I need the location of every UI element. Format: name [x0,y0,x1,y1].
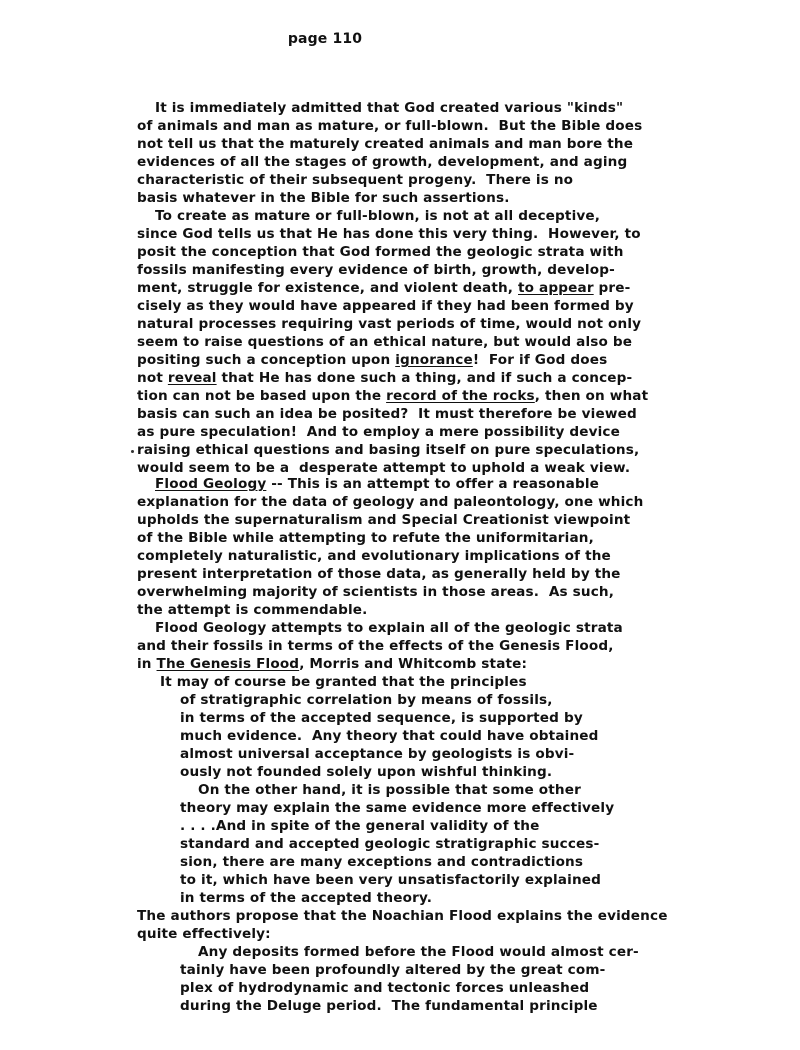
text-line [155,99,623,117]
text-segment: completely naturalistic, and evolutionary implications of the [137,548,611,564]
text-line [137,315,641,333]
text-segment: in terms of the accepted sequence, is supported by [180,710,583,726]
text-segment: of the Bible while attempting to refute the uniformitarian, [137,530,594,546]
underlined-text: reveal [167,370,217,386]
text-line [137,297,634,315]
text-line [137,601,367,619]
text-line [137,637,614,655]
text-line [137,423,620,441]
text-segment: basis can such an idea be posited? It must therefore be viewed [137,406,637,422]
text-segment: natural processes requiring vast periods of time, would not only [137,316,642,332]
text-segment: positing such a conception upon [137,352,396,368]
text-line [198,781,581,799]
text-line [180,961,605,979]
text-segment: Flood Geology attempts to explain all of the geologic strata [155,620,623,636]
text-segment: , then on what [534,388,649,404]
underlined-text: to appear [518,280,594,296]
text-line [180,691,553,709]
text-line [180,745,574,763]
text-segment: cisely as they would have appeared if they had been formed by [137,298,634,314]
text-segment: that He has done such a thing, and if such a concep- [216,370,633,386]
text-segment: quite effectively: [137,926,271,942]
text-line [137,547,611,565]
text-segment: posit the conception that God formed the geologic strata with [137,244,624,260]
underlined-text: ignorance [395,352,473,368]
text-segment: It may of course be granted that the principles [160,674,527,690]
text-line [198,943,639,961]
text-segment: overwhelming majority of scientists in those areas. As such, [137,584,615,600]
text-segment: standard and accepted geologic stratigraphic succes- [180,836,600,852]
text-segment: evidences of all the stages of growth, development, and aging [137,154,628,170]
text-line [137,529,594,547]
text-line [137,117,642,135]
text-segment: . . . .And in spite of the general validity of the [180,818,540,834]
text-segment: On the other hand, it is possible that some other [198,782,581,798]
text-segment: plex of hydrodynamic and tectonic forces unleashed [180,980,590,996]
text-line [155,619,623,637]
text-line [180,979,589,997]
text-segment: in [137,656,157,672]
text-line [137,369,632,387]
margin-mark [131,450,134,453]
text-line [137,261,615,279]
text-line [137,511,630,529]
text-line [137,655,527,673]
text-segment: tion can not be based upon the [137,388,387,404]
text-line [137,387,648,405]
text-line [137,907,668,925]
text-line [180,997,598,1015]
text-line [137,225,641,243]
text-segment: during the Deluge period. The fundamental principle [180,998,598,1014]
text-segment: sion, there are many exceptions and contradictions [180,854,584,870]
text-segment: almost universal acceptance by geologists is obvi- [180,746,575,762]
text-segment: of stratigraphic correlation by means of fossils, [180,692,553,708]
text-line [137,333,632,351]
text-segment: basis whatever in the Bible for such assertions. [137,190,510,206]
text-segment: pre- [593,280,631,296]
text-line [137,493,643,511]
text-segment: in terms of the accepted theory. [180,890,433,906]
text-line [137,135,633,153]
text-line [155,207,600,225]
text-segment: since God tells us that He has done this very thing. However, to [137,226,641,242]
text-line [137,405,637,423]
page-number: page 110 [287,31,363,47]
text-segment: of animals and man as mature, or full-blown. But the Bible does [137,118,643,134]
text-line [137,153,627,171]
text-segment: seem to raise questions of an ethical nature, but would also be [137,334,633,350]
text-segment: -- This is an attempt to offer a reasonable [266,476,600,492]
text-line [180,709,583,727]
text-line [137,441,639,459]
text-line [155,475,599,493]
text-segment: fossils manifesting every evidence of birth, growth, develop- [137,262,615,278]
text-segment: not [137,370,168,386]
text-segment: as pure speculation! And to employ a mere possibility device [137,424,621,440]
text-line [180,817,539,835]
underlined-text: Flood Geology [155,476,267,492]
underlined-text: The Genesis Flood [156,656,300,672]
text-line [137,189,510,207]
text-segment: It is immediately admitted that God created various "kinds" [155,100,624,116]
text-line [137,243,624,261]
text-segment: to it, which have been very unsatisfactorily explained [180,872,602,888]
text-segment: theory may explain the same evidence more effectively [180,800,615,816]
text-segment: the attempt is commendable. [137,602,368,618]
text-line [180,763,552,781]
text-line [180,889,432,907]
text-line [137,925,271,943]
text-segment: ! For if God does [472,352,608,368]
text-line [160,673,527,691]
text-line [137,351,607,369]
text-segment: Any deposits formed before the Flood would almost cer- [198,944,639,960]
text-line [180,727,599,745]
text-line [137,171,573,189]
text-segment: upholds the supernaturalism and Special Creationist viewpoint [137,512,631,528]
underlined-text: record of the rocks [386,388,535,404]
text-line [137,583,614,601]
text-line [180,871,601,889]
text-segment: ment, struggle for existence, and violent death, [137,280,519,296]
text-segment: explanation for the data of geology and paleontology, one which [137,494,644,510]
text-segment: , Morris and Whitcomb state: [299,656,528,672]
text-segment: ously not founded solely upon wishful thinking. [180,764,553,780]
text-segment: raising ethical questions and basing itself on pure speculations, [137,442,640,458]
text-line [180,853,583,871]
text-line [180,799,614,817]
text-line [137,565,621,583]
text-segment: much evidence. Any theory that could have obtained [180,728,599,744]
text-segment: To create as mature or full-blown, is not at all deceptive, [155,208,601,224]
text-segment: The authors propose that the Noachian Flood explains the evidence [137,908,668,924]
text-segment: and their fossils in terms of the effects of the Genesis Flood, [137,638,614,654]
text-segment: would seem to be a desperate attempt to uphold a weak view. [137,460,631,476]
text-segment: tainly have been profoundly altered by the great com- [180,962,606,978]
text-segment: not tell us that the maturely created animals and man bore the [137,136,634,152]
text-line [180,835,599,853]
text-segment: present interpretation of those data, as generally held by the [137,566,621,582]
text-segment: characteristic of their subsequent progeny. There is no [137,172,574,188]
text-line [137,279,630,297]
